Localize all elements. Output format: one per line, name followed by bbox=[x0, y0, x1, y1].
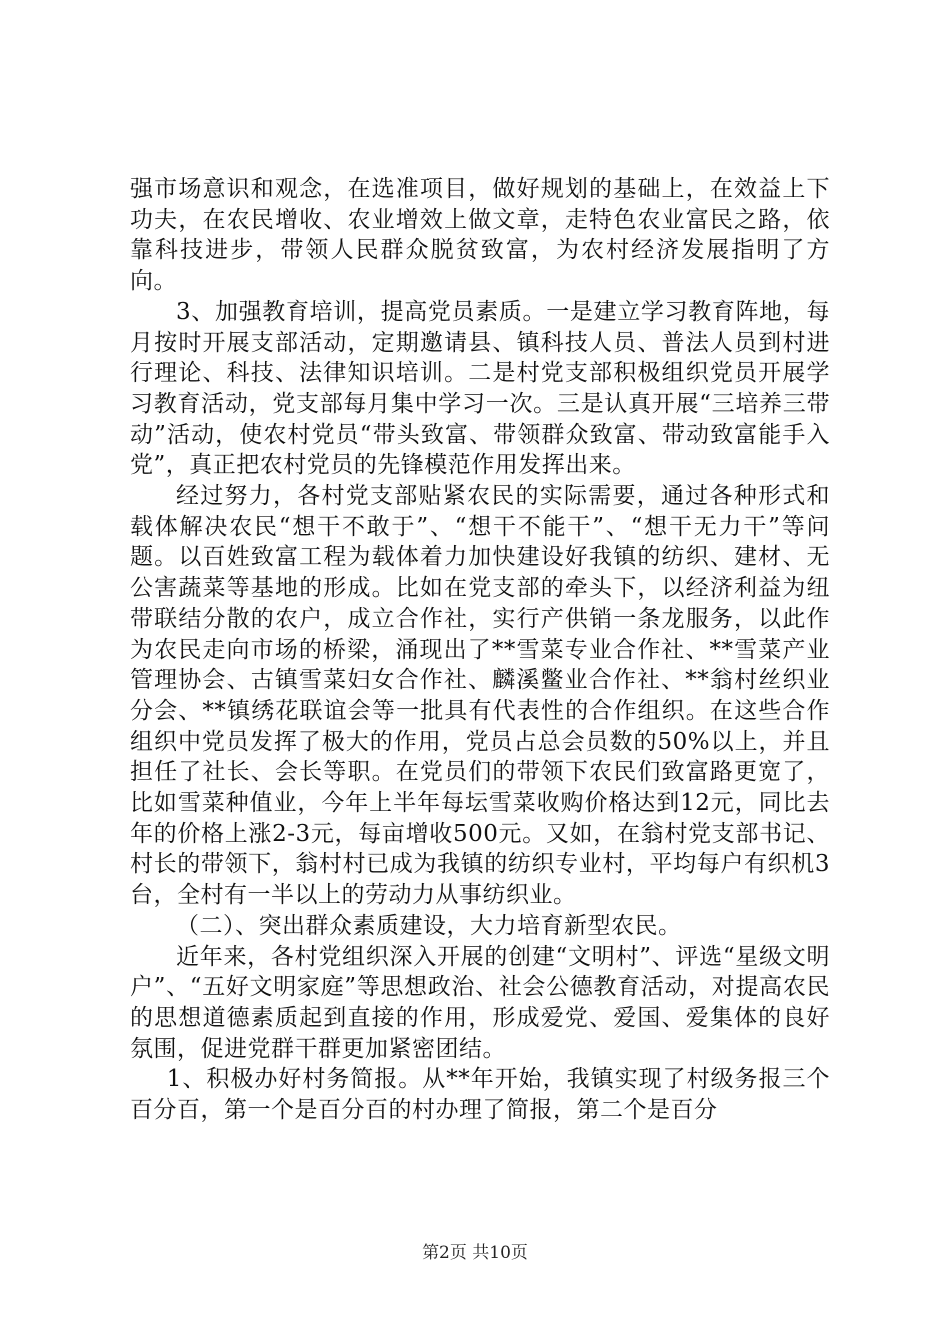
paragraph-village-bulletin: 1、积极办好村务简报。从**年开始，我镇实现了村级务报三个百分百，第一个是百分百的村办理了简报，第二个是百分 bbox=[130, 1066, 830, 1124]
page-number-footer: 第2页 共10页 bbox=[422, 1243, 528, 1263]
paragraph-civilization-campaign: 近年来，各村党组织深入开展的创建“文明村”、评选“星级文明户”、“五好文明家庭”等思想政治、社会公德教育活动，对提高农民的思想道德素质起到直接的作用，形成爱党、爱国、爱集体的良好氛围，促进党群干群更加紧密团结。 bbox=[130, 943, 830, 1062]
section-heading-farmer-quality: （二）、突出群众素质建设，大力培育新型农民。 bbox=[176, 912, 682, 939]
paragraph-market-awareness: 强市场意识和观念，在选准项目，做好规划的基础上，在效益上下功夫，在农民增收、农业增效上做文章，走特色农业富民之路，依靠科技进步，带领人民群众脱贫致富，为农村经济发展指明了方向。 bbox=[130, 176, 830, 295]
paragraph-cooperatives: 经过努力，各村党支部贴紧农民的实际需要，通过各种形式和载体解决农民“想干不敢于”、“想干不能干”、“想干无力干”等问题。以百姓致富工程为载体着力加快建设好我镇的纺织、建材、无公害蔬菜等基地的形成。比如在党支部的牵头下，以经济利益为纽带联结分散的农户，成立合作社，实行产供销一条龙服务，以此作为农民走向市场的桥梁，涌现出了**雪菜专业合作社、**雪菜产业管理协会、古镇雪菜妇女合作社、麟溪鳖业合作社、**翁村丝织业分会、**镇绣花联谊会等一批具有代表性的合作组织。在这些合作组织中党员发挥了极大的作用，党员占总会员数的50%以上，并且担任了社长、会长等职。在党员们的带领下农民们致富路更宽了，比如雪菜种值业，今年上半年每坛雪菜收购价格达到12元，同比去年的价格上涨2-3元，每亩增收500元。又如，在翁村党支部书记、村长的带领下，翁村村已成为我镇的纺织专业村，平均每户有织机3台，全村有一半以上的劳动力从事纺织业。 bbox=[130, 483, 830, 909]
document-body bbox=[130, 174, 830, 1126]
paragraph-education-training: 3、加强教育培训，提高党员素质。一是建立学习教育阵地，每月按时开展支部活动，定期邀请县、镇科技人员、普法人员到村进行理论、科技、法律知识培训。二是村党支部积极组织党员开展学习教育活动，党支部每月集中学习一次。三是认真开展“三培养三带动”活动，使农村党员“带头致富、带领群众致富、带动致富能手入党”，真正把农村党员的先锋模范作用发挥出来。 bbox=[130, 298, 830, 479]
